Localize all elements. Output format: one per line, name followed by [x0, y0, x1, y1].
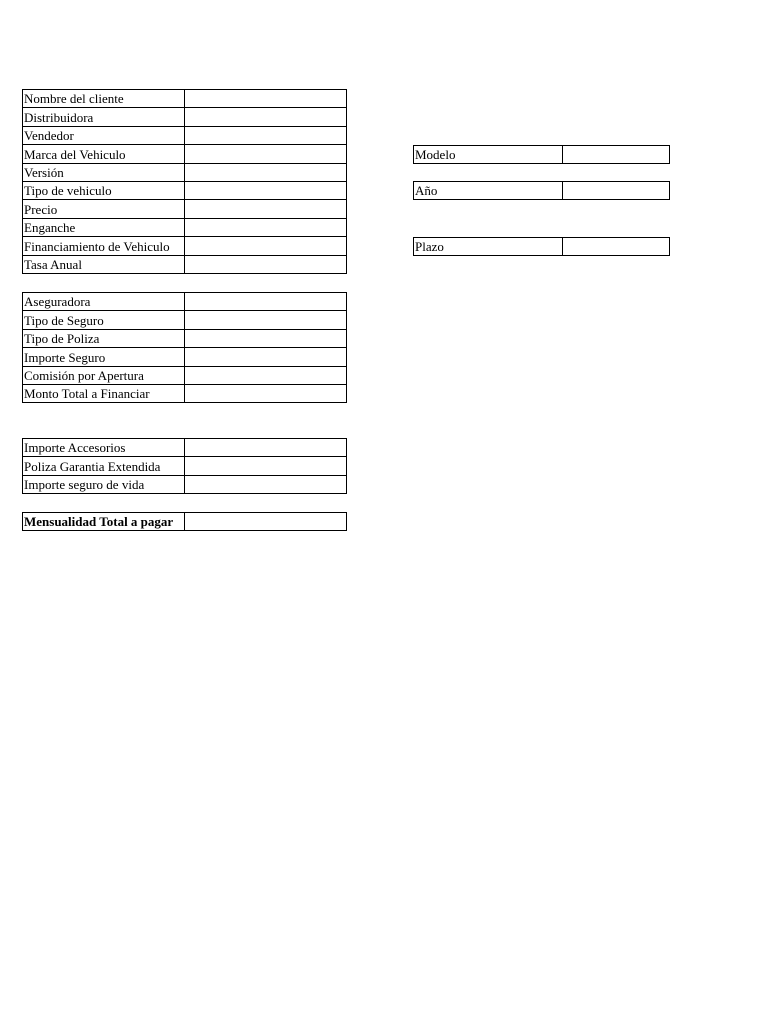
field-label-tipo-vehiculo: Tipo de vehiculo [23, 181, 185, 199]
field-value-enganche[interactable] [185, 218, 347, 236]
field-value-tipo-vehiculo[interactable] [185, 181, 347, 199]
table-row [23, 237, 347, 255]
field-value-marca-vehiculo[interactable] [185, 145, 347, 163]
table-row [414, 182, 670, 200]
table-row [23, 200, 347, 218]
field-value-tipo-poliza[interactable] [185, 329, 347, 347]
field-label-precio: Precio [23, 200, 185, 218]
field-label-seguro-vida: Importe seguro de vida [23, 475, 185, 493]
plazo-table [413, 237, 670, 256]
field-label-nombre-cliente: Nombre del cliente [23, 90, 185, 108]
field-value-plazo[interactable] [563, 238, 670, 256]
table-row [23, 329, 347, 347]
field-value-tipo-seguro[interactable] [185, 311, 347, 329]
field-value-mensualidad-total[interactable] [185, 513, 347, 531]
table-row [23, 218, 347, 236]
field-value-financiamiento[interactable] [185, 237, 347, 255]
anio-table [413, 181, 670, 200]
field-label-tasa-anual: Tasa Anual [23, 255, 185, 273]
table-row [23, 181, 347, 199]
field-label-enganche: Enganche [23, 218, 185, 236]
field-value-modelo[interactable] [563, 146, 670, 164]
table-row [23, 255, 347, 273]
field-label-garantia-extendida: Poliza Garantia Extendida [23, 457, 185, 475]
insurance-table [22, 292, 347, 403]
table-row [23, 163, 347, 181]
vehicle-financing-table [22, 89, 347, 274]
field-value-importe-accesorios[interactable] [185, 439, 347, 457]
field-value-seguro-vida[interactable] [185, 475, 347, 493]
field-label-vendedor: Vendedor [23, 126, 185, 144]
field-label-comision-apertura: Comisión por Apertura [23, 366, 185, 384]
table-row [414, 238, 670, 256]
field-label-mensualidad-total: Mensualidad Total a pagar [23, 513, 185, 531]
total-table [22, 512, 347, 531]
table-row [23, 457, 347, 475]
field-value-garantia-extendida[interactable] [185, 457, 347, 475]
table-row [23, 384, 347, 402]
table-row [23, 108, 347, 126]
table-row [23, 145, 347, 163]
table-row [23, 293, 347, 311]
table-row [23, 90, 347, 108]
field-label-aseguradora: Aseguradora [23, 293, 185, 311]
field-value-tasa-anual[interactable] [185, 255, 347, 273]
table-row [23, 311, 347, 329]
table-row [414, 146, 670, 164]
field-label-plazo: Plazo [414, 238, 563, 256]
field-label-importe-seguro: Importe Seguro [23, 348, 185, 366]
table-row [23, 348, 347, 366]
field-label-modelo: Modelo [414, 146, 563, 164]
field-label-financiamiento: Financiamiento de Vehiculo [23, 237, 185, 255]
field-label-marca-vehiculo: Marca del Vehiculo [23, 145, 185, 163]
field-value-vendedor[interactable] [185, 126, 347, 144]
field-value-importe-seguro[interactable] [185, 348, 347, 366]
field-label-importe-accesorios: Importe Accesorios [23, 439, 185, 457]
table-row [23, 439, 347, 457]
table-row [23, 126, 347, 144]
field-label-tipo-seguro: Tipo de Seguro [23, 311, 185, 329]
field-value-comision-apertura[interactable] [185, 366, 347, 384]
field-value-version[interactable] [185, 163, 347, 181]
field-value-nombre-cliente[interactable] [185, 90, 347, 108]
field-value-monto-total[interactable] [185, 384, 347, 402]
field-label-distribuidora: Distribuidora [23, 108, 185, 126]
field-label-version: Versión [23, 163, 185, 181]
field-value-aseguradora[interactable] [185, 293, 347, 311]
field-value-precio[interactable] [185, 200, 347, 218]
modelo-table [413, 145, 670, 164]
table-row [23, 366, 347, 384]
table-row [23, 475, 347, 493]
field-label-anio: Año [414, 182, 563, 200]
field-value-anio[interactable] [563, 182, 670, 200]
field-value-distribuidora[interactable] [185, 108, 347, 126]
field-label-tipo-poliza: Tipo de Poliza [23, 329, 185, 347]
extras-table [22, 438, 347, 494]
table-row [23, 513, 347, 531]
field-label-monto-total: Monto Total a Financiar [23, 384, 185, 402]
